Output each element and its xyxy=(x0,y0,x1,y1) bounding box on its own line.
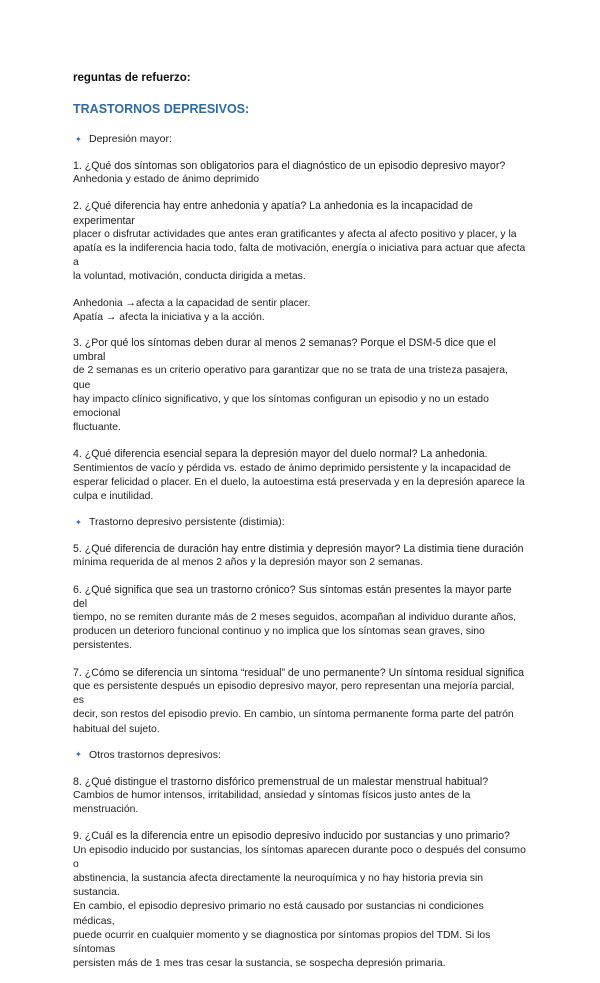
bullet-label: Trastorno depresivo persistente (distimia): xyxy=(89,516,285,529)
question-9 xyxy=(73,829,528,971)
answer-line: Un episodio inducido por sustancias, los síntomas aparecen durante poco o después del consumo o xyxy=(73,844,526,870)
question-line: 4. ¿Qué diferencia esencial separa la depresión mayor del duelo normal? La anhedonia. xyxy=(73,448,488,461)
answer-line: Sentimientos de vacío y pérdida vs. estado de ánimo deprimido persistente y la incapacidad de xyxy=(73,462,511,474)
diamond-bullet-icon: ✦ xyxy=(75,517,82,527)
answer-line: abstinencia, la sustancia afecta directamente la neuroquímica y no hay historia previa sin sustancia. xyxy=(73,872,484,899)
question-line: 7. ¿Cómo se diferencia un síntoma “residual” de uno permanente? Un síntoma residual significa xyxy=(73,666,525,679)
answer-line: mínima requerida de al menos 2 años y la depresión mayor son 2 semanas. xyxy=(73,557,424,569)
note-line: Anhedonia →afecta a la capacidad de sentir placer. xyxy=(73,297,311,309)
answer-line: placer o disfrutar actividades que antes eran gratificantes y afecta al afecto positivo y placer, y la xyxy=(73,228,517,240)
answer-line: de 2 semanas es un criterio operativo para garantizar que no se trata de una tristeza pasajera, que xyxy=(73,365,508,391)
note-block xyxy=(73,297,528,325)
answer-line: esperar felicidad o placer. En el duelo, la autoestima está preservada y en la depresión aparece la xyxy=(73,476,525,488)
question-line: 9. ¿Cuál es la diferencia entre un episodio depresivo inducido por sustancias y uno primario? xyxy=(73,830,510,843)
answer-line: En cambio, el episodio depresivo primario no está causado por sustancias ni condiciones médicas, xyxy=(73,901,484,927)
question-6 xyxy=(73,583,528,654)
note-line: Apatía → afecta la iniciativa y a la acción. xyxy=(73,311,265,323)
answer-line: producen un deterioro funcional continuo y no implica que los síntomas sean graves, sino xyxy=(73,626,485,638)
question-7 xyxy=(73,666,528,737)
question-line: 5. ¿Qué diferencia de duración hay entre distimia y depresión mayor? La distimia tiene duración xyxy=(73,543,524,556)
question-line: 2. ¿Qué diferencia hay entre anhedonia y apatía? La anhedonia es la incapacidad de experimentar xyxy=(73,200,473,227)
answer-line: fluctuante. xyxy=(73,422,121,434)
bullet-otros xyxy=(73,749,528,761)
question-line: 3. ¿Por qué los síntomas deben durar al menos 2 semanas? Porque el DSM-5 dice que el umbral xyxy=(73,337,496,364)
answer-line: tiempo, no se remiten durante más de 2 meses seguidos, acompañan al individuo durante años, xyxy=(73,612,517,624)
diamond-bullet-icon: ✦ xyxy=(75,134,82,144)
question-3 xyxy=(73,336,528,435)
question-line: 6. ¿Qué significa que sea un trastorno crónico? Sus síntomas están presentes la mayor parte del xyxy=(73,583,512,610)
question-8 xyxy=(73,775,528,818)
answer-line: Cambios de humor intensos, irritabilidad, ansiedad y síntomas físicos justo antes de la menstruación. xyxy=(73,789,471,816)
answer-line: hay impacto clínico significativo, y que los síntomas configuran un episodio y no un estado emocional xyxy=(73,393,489,420)
bullet-depresion-mayor xyxy=(73,133,528,145)
answer-line: que es persistente después un episodio depresivo mayor, pero representan una mejoría parcial, es xyxy=(73,680,515,707)
question-4 xyxy=(73,447,528,504)
question-1 xyxy=(73,159,528,187)
answer-line: persistentes. xyxy=(73,640,132,652)
question-line: 8. ¿Qué distingue el trastorno disfórico premenstrual de un malestar menstrual habitual? xyxy=(73,775,489,788)
page-heading: reguntas de refuerzo: xyxy=(73,72,191,84)
diamond-bullet-icon: ✦ xyxy=(75,750,82,760)
section-title: TRASTORNOS DEPRESIVOS: xyxy=(73,102,250,116)
bullet-label: Otros trastornos depresivos: xyxy=(89,748,221,761)
answer-line: puede ocurrir en cualquier momento y se diagnostica por síntomas propios del TDM. Si los síntomas xyxy=(73,929,491,955)
answer-line: apatía es la indiferencia hacia todo, falta de motivación, energía o iniciativa para actuar que afecta a xyxy=(73,243,526,269)
question-2 xyxy=(73,199,528,284)
bullet-label: Depresión mayor: xyxy=(89,133,172,145)
question-line: 1. ¿Qué dos síntomas son obligatorios para el diagnóstico de un episodio depresivo mayor? xyxy=(73,160,506,172)
answer-line: la voluntad, motivación, conducta dirigida a metas. xyxy=(73,271,306,283)
bullet-distimia xyxy=(73,516,528,528)
answer-line: persisten más de 1 mes tras cesar la sustancia, se sospecha depresión primaria. xyxy=(73,958,446,970)
answer-line: Anhedonia y estado de ánimo deprimido xyxy=(73,174,260,186)
answer-line: culpa e inutilidad. xyxy=(73,491,154,503)
answer-line: habitual del sujeto. xyxy=(73,723,160,735)
question-5 xyxy=(73,542,528,570)
answer-line: decir, son restos del episodio previo. En cambio, un síntoma permanente forma parte del patrón xyxy=(73,709,514,721)
document-page xyxy=(73,72,528,983)
